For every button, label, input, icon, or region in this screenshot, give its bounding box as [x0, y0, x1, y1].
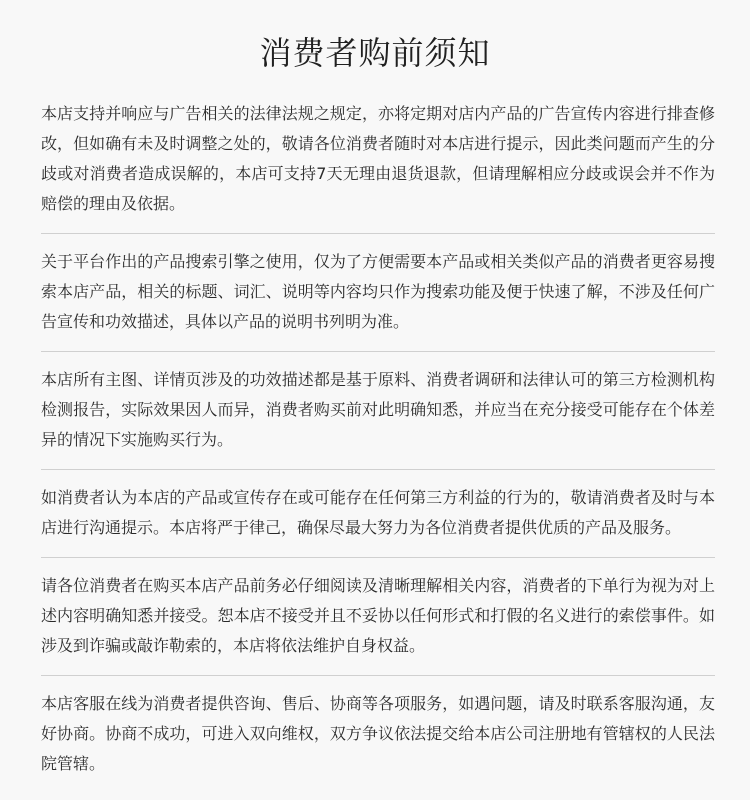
divider — [41, 351, 715, 352]
notice-paragraph-2: 关于平台作出的产品搜索引擎之使用，仅为了方便需要本产品或相关类似产品的消费者更容易搜索本店产品，相关的标题、词汇、说明等内容均只作为搜索功能及便于快速了解，不涉及任何广告宣传和功效描述，具体以产品的说明书列明为准。 — [41, 252, 715, 331]
notice-paragraph-6: 本店客服在线为消费者提供咨询、售后、协商等各项服务，如遇问题，请及时联系客服沟通，友好协商。协商不成功，可进入双向维权，双方争议依法提交给本店公司注册地有管辖权的人民法院管辖。 — [41, 694, 715, 773]
notice-paragraph-1: 本店支持并响应与广告相关的法律法规之规定，亦将定期对店内产品的广告宣传内容进行排查修改，但如确有未及时调整之处的，敬请各位消费者随时对本店进行提示，因此类问题而产生的分歧或对消费者造成误解的，本店可支持7天无理由退货退款，但请理解相应分歧或误会并不作为赔偿的理由及依据。 — [41, 104, 715, 213]
notice-paragraph-5: 请各位消费者在购买本店产品前务必仔细阅读及清晰理解相关内容，消费者的下单行为视为对上述内容明确知悉并接受。恕本店不接受并且不妥协以任何形式和打假的名义进行的索偿事件。如涉及到诈骗或敲诈勒索的，本店将依法维护自身权益。 — [41, 576, 715, 655]
divider — [41, 233, 715, 234]
notice-paragraph-3: 本店所有主图、详情页涉及的功效描述都是基于原料、消费者调研和法律认可的第三方检测机构检测报告，实际效果因人而异，消费者购买前对此明确知悉，并应当在充分接受可能存在个体差异的情况下实施购买行为。 — [41, 370, 715, 449]
notice-paragraph-4: 如消费者认为本店的产品或宣传存在或可能存在任何第三方利益的行为的，敬请消费者及时与本店进行沟通提示。本店将严于律己，确保尽最大努力为各位消费者提供优质的产品及服务。 — [41, 488, 715, 537]
divider — [41, 675, 715, 676]
divider — [41, 557, 715, 558]
page-title: 消费者购前须知 — [259, 34, 491, 72]
divider — [41, 469, 715, 470]
notice-content — [41, 99, 715, 779]
